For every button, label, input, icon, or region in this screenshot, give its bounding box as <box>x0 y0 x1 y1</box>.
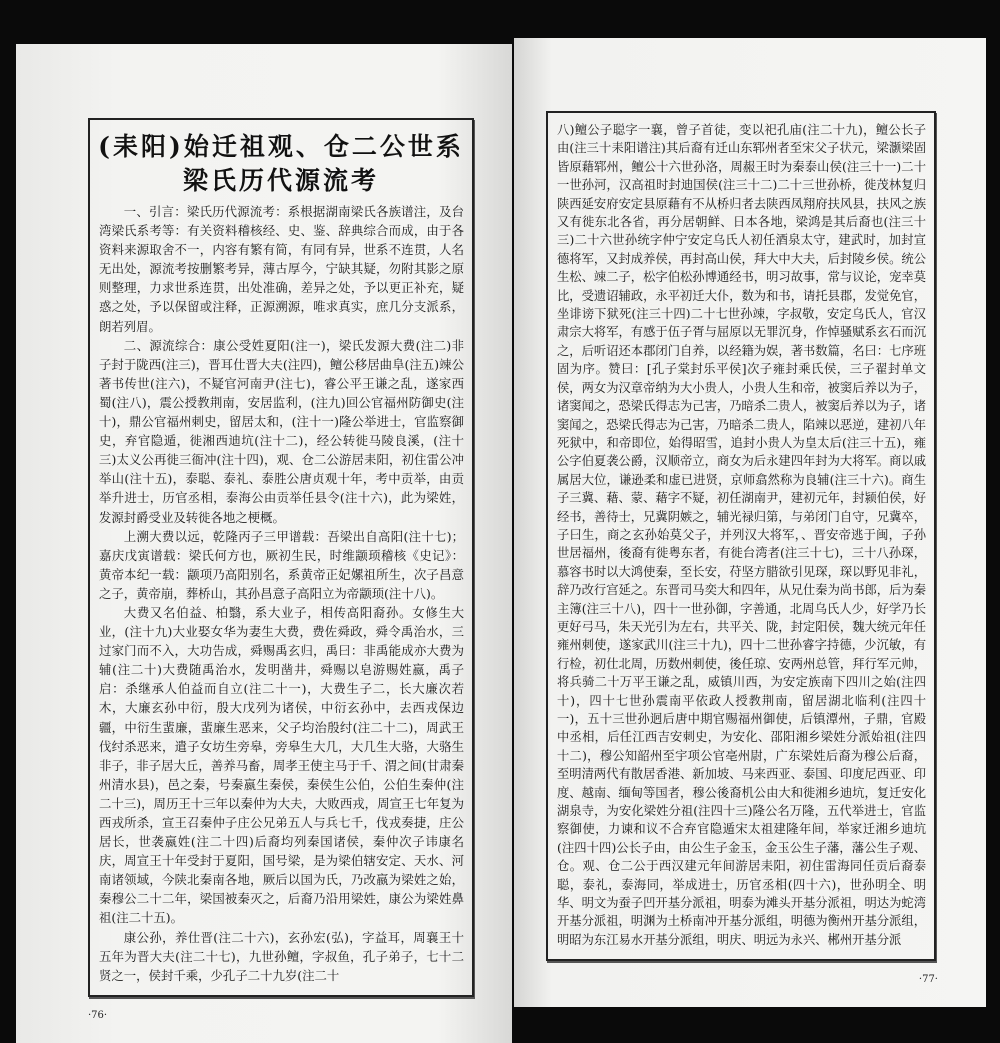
paragraph: 上溯大费以远，乾隆丙子三甲谱载：吾梁出自高阳(注十七)；嘉庆戊寅谱载：梁氏何方也，厥初生民，时维颛顼稽核《史记》：黄帝本纪一载：颛项乃高阳别名，系黄帝正妃嫘祖所生，次子昌意之子，黄帝崩，葬桥山，其孙昌意子高阳立为帝颛顼(注十八)。 <box>99 528 464 601</box>
left-page <box>16 44 512 1043</box>
paragraph: 大费又名伯益、柏翳，系大业子，相传高阳裔孙。女修生大业，(注十九)大业娶女华为妻生大费，费佐舜政，舜令禹治水，三过家门而不入，大功告成，舜赐禹玄归，禹曰：非禹能成亦大费为辅(注二十)大费随禹治水，发明凿井，舜赐以皂游赐姓嬴，禹子启：杀继承人伯益而自立(注二十一)，大费生子二，长大廉次若木，大廉玄孙中衍，殷大戊列为诸侯，中衍玄孙中，去西戎保边疆，中衍生蜚廉，蜚廉生恶来，父子均治殷纣(注二十二)，周武王伐纣杀恶来，遣子女坊生旁皋，旁皋生大几，大几生大骆，大骆生非子，非子居大丘，善养马畜，周孝王使主马于千、渭之间(甘肃秦州清水县)，邑之秦，号秦嬴生秦侯，秦侯生公伯，公伯生秦仲(注二十三)，周历王十三年以秦仲为大夫，大败西戎，周宣王七年复为西戎所杀，宣王召秦仲子庄公兄弟五人与兵七千，伐戎奏捷，庄公居长，世袭嬴姓(注二十四)后裔均列秦国诸侯，秦仲次子讳康名庆，周宣王十年受封于夏阳，国号梁，是为梁伯辖安定、天水、河南诸领域，今陕北秦南各地，厥后以国为氏，乃改嬴为梁姓之始，秦穆公二十二年，梁国被秦灭之，后裔乃沿用梁姓，康公为梁姓鼻祖(注二十五)。 <box>99 604 464 926</box>
paragraph: 康公孙，养仕晋(注二十六)，玄孙宏(弘)，字益耳，周襄王十五年为晋大夫(注二十七)，九世孙鳣，字叔鱼，孔子弟子，七十二贤之一，侯封千乘，少孔子二十九岁(注二十 <box>99 929 464 983</box>
right-page <box>514 38 986 1007</box>
title-line-2: 梁氏历代源流考 <box>182 166 379 195</box>
article-body-continued <box>548 113 934 949</box>
article-title <box>90 130 472 198</box>
paragraph-introduction: 一、引言：梁氏历代源流考：系根据湖南梁氏各族谱注，及台湾梁氏系考等：有关资料稽核经、史、鉴、辞典综合而成，由于各资料来源取舍不一，内容有繁有简，有同有异，世系不连贯，人名无出处，源流考按删繁考异，薄古厚今，宁缺其疑，勿附其影之原则整理，力求世系连贯，出处准确，差异之处，予以更正补充，疑惑之处，予以保留或注释，正源溯源，唯求真实，庶几分支派系，朗若列眉。 <box>99 204 464 334</box>
paragraph-origin-summary: 二、源流综合：康公受姓夏阳(注一)，梁氏发源大费(注二)非子封于陇西(注三)，晋耳仕晋大夫(注四)，鳣公移居曲阜(注五)竦公著书传世(注六)，不疑官河南尹(注七)，睿公平王谦之乱，遂家西蜀(注八)，震公授教荆南，安居监利，(注九)回公官福州防御史(注十)，鼎公官福州刺史，留居太和，(注十一)隆公举进士，官监察御史，弃官隐遁，徙湘西迪坑(注十二)，经公转徙马陵良溪，(注十三)太义公再徙三衙冲(注十四)，观、仓二公游居耒阳，初住雷公冲举山(注十五)，泰聪、泰礼、泰胜公唐贞观十年，考中贡举，由贡举升进士，历官丞相，泰海公由贡举任县令(注十六)，此为梁姓，发源封爵受业及转徙各地之梗概。 <box>99 337 464 525</box>
title-line-1: (耒阳)始迁祖观、仓二公世系 <box>98 132 464 161</box>
page-number: ·76· <box>88 1009 108 1021</box>
page-number: ·77· <box>918 974 938 986</box>
paragraph: 八)鳣公子聪字一襄，曾子首徒，变以祀孔庙(注二十九)，鳣公长子由(注三十耒阳谱注)其后裔有迁山东郓州者至宋父子状元，梁灏梁固皆原藉郓州，鳣公十六世孙洛，周赧王时为秦泰山侯(注三十一)二十一世孙河，汉高祖时封迪国侯(注三十二)二十三世孙桥，徙茂林复归陕西延安府安定县原藉有不从桥归者去陕西凤翔府扶风县，扶风之族又有徙东北各省，再分居朝鲜、日本各地，梁鸿是其后裔也(注三十三)二十六世孙统字仲宁安定乌氏人初任酒泉太守，建武时，加封宣德将军，又封成养侯，再封高山侯，拜大中大夫，后封陵乡侯。统公生松、竦二子，松字伯松孙博通经书，明习故事，常与议论，宠幸莫比，受遗诏辅政，永平初迁大仆，数为和书，请托县郡，发觉免官，坐诽谤下狱死(注三十四)二十七世孙竦，字叔敬，安定乌氏人，官汉肃宗大将军，有感于伍子胥与屈原以无罪沉身，作悼骚赋系玄石而沉之，后听诏还本郡闭门自养，以经籍为娱，著书数篇，名曰：七序班固为序。赞曰：[孔子棠封乐平侯]次子雍封乘氏侯，三子翟封单文侯，两女为汉章帝纳为大小贵人，小贵人生和帝，被窦后养以为子，诸窦闻之，恐梁氏得志为己害，乃暗杀二贵人，被窦后养以为子，诸窦闻之，恐梁氏得志为己害，乃暗杀二贵人，陷竦以恶逆，建初八年死狱中，和帝即位，始得昭雪，追封小贵人为皇太后(注三十五)，雍公字伯夏袭公爵，汉顺帝立，商女为后永建四年封为大将军。商以戚属居大位，谦逊柔和虚已进贤，京师翕然称为良辅(注三十六)。商生子三冀、藉、蒙、藉字不疑，初任湖南尹，建初元年，封颍伯侯，好经书，善待士，兄冀阴嫉之，辅光禄归第，与弟闭门自守，兄冀卒，子曰生，商之玄孙始莫父子，并列汉大将军，、晋安帝逃于闽，子孙世居福州，後裔有徙粤东者，有徙台湾者(注三十七)，三十八孙琛，慕容书时以大鸿使秦，至长安，苻坚方腊欲引见琛，琛以野见非礼，辞乃改行宫延之。东晋司马奕大和四年，从兄仕秦为尚书郎，后为秦主簿(注三十八)，四十一世孙御，字善通，北周乌氏人少，好学乃长更好弓马，朱天光引为左右，共平关、陇，封定阳侯，魏大统元年任雍州刺使，遂家武川(注三十九)，四十二世孙睿字持德，少沉敏，有行检，初仕北周，历数州刺使，後任琼、安两州总管，拜行军元帅，将兵骑二十万平王谦之乱，威镇川西，为安定族南下四川之始(注四十)，四十七世孙震南平依政人授教荆南，留居湖北临利(注四十一)，五十三世孙迥后唐中期官赐福州御使，后镇潭州，子鼎，官殿中丞相，后任江西吉安刺史，为安化、邵阳湘乡梁姓分派始祖(注四十二)，穆公知韶州至宇项公官亳州尉，广东梁姓后裔为穆公后裔，至明清两代有散居香港、新加坡、马来西亚、泰国、印度尼西亚、印度、越南、缅甸等国者，穆公後裔机公由大和徙湘乡迪坑，复迁安化湖泉寺，为安化梁姓分祖(注四十三)隆公名万隆，五代举进士，官监察御使，力谏和议不合弃官隐遁宋太祖建隆年间，举家迁湘乡迪坑(注四十四)公长子由，由公生子金玉，金玉公生子藩，藩公生子观、仓。观、仓二公于西汉建元年间游居耒阳，初住雷海同任贡后裔泰聪，泰礼，泰海同，举成进士，历官丞相(四十六)，世孙明全、明华、明文为蚕子凹开基分派祖，明泰为滩头开基分派祖，明达为蛇湾开基分派祖，明渊为土桥南冲开基分派组，明德为衡州开基分派组，明昭为东江易水开基分派组，明庆、明远为永兴、郴州开基分派 <box>557 123 926 947</box>
text-frame <box>88 118 474 997</box>
text-frame <box>546 111 936 961</box>
article-body <box>90 198 472 985</box>
